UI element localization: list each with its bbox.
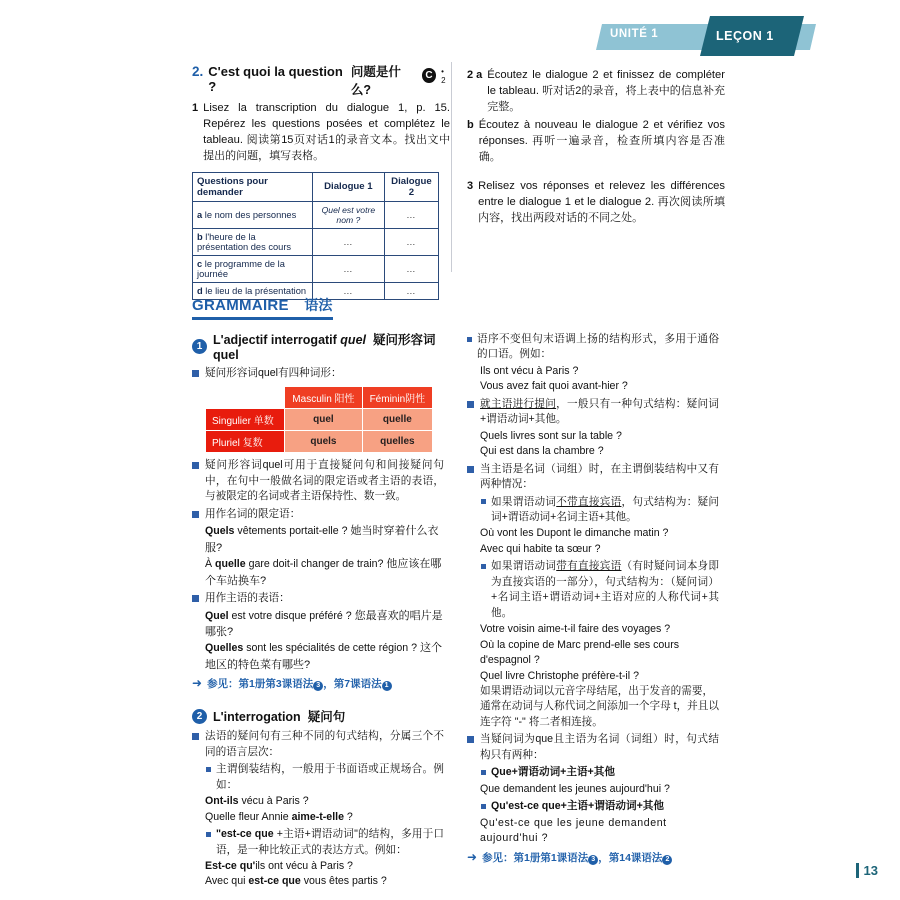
quel-singulier-feminin: quelle xyxy=(363,409,432,430)
quel-table-row-singulier xyxy=(206,409,432,430)
quel-pluriel-masculin: quels xyxy=(285,431,362,452)
exercise-2-title-cn: 问题是什么? xyxy=(350,65,401,97)
row-d-dialogue2: … xyxy=(384,282,438,299)
sub5-pre: 如果谓语动词 xyxy=(491,560,557,573)
small-square-bullet-icon xyxy=(206,832,211,837)
row-b-dialogue1: … xyxy=(312,228,384,255)
section-2-sub-2 xyxy=(206,827,444,858)
item-1-text-cn: 阅读第15页对话1的录音文本。找出文中提出的问题，填写表格。 xyxy=(203,133,451,162)
section-1-example-1 xyxy=(205,523,444,556)
section-2-bullet-3-text: 当主语是名词（词组）时，在主谓倒装结构中又有两种情况： xyxy=(480,462,719,491)
sub2-ex1-rest: ils ont vécu à Paris ? xyxy=(255,859,353,872)
example-1-rest: vêtements portait-elle ? xyxy=(234,525,348,538)
section-2-sub-3-example-1: Ils ont vécu à Paris ? xyxy=(480,364,579,377)
exercise-2b xyxy=(467,118,725,166)
quel-row-label-singulier: Singulier 单数 xyxy=(206,409,284,430)
section-2-sub-7 xyxy=(481,799,719,814)
row-a-dialogue1: Quel est votre nom ? xyxy=(312,201,384,228)
square-bullet-icon xyxy=(192,595,199,602)
section-2-bullet-4-text: 当疑问词为que且主语为名词（词组）时，句式结构只有两种： xyxy=(480,733,719,761)
section-2-sub-1-example-2 xyxy=(205,810,444,825)
exercise-2-heading xyxy=(192,62,450,98)
section-1-intro-text: 疑问形容词quel有四种词形： xyxy=(205,367,342,379)
section-2-bullet-4 xyxy=(467,732,719,763)
grammar-section-2-heading xyxy=(192,707,444,725)
quel-singulier-masculin: quel xyxy=(285,409,362,430)
arrow-right-icon: ➜ xyxy=(192,676,203,691)
item-3-label: 3 xyxy=(467,180,474,193)
audio-icon[interactable]: C xyxy=(422,68,436,83)
see-also-1-pre: 参见：第1册第3课语法 xyxy=(207,678,314,691)
square-bullet-icon xyxy=(192,733,199,740)
section-2-bullet-3 xyxy=(467,462,719,493)
section-1-see-also[interactable] xyxy=(192,676,444,691)
th-dialogue-1: Dialogue 1 xyxy=(312,172,384,201)
section-2-sub-5-text xyxy=(491,559,719,621)
section-2-sub-6-example: Que demandent les jeunes aujourd'hui ? xyxy=(480,782,670,795)
small-square-bullet-icon xyxy=(481,564,486,569)
section-2-sub-4-example-1: Où vont les Dupont le dimanche matin ? xyxy=(480,527,669,540)
section-2-sub-5 xyxy=(481,559,719,621)
example-2-pre: À xyxy=(205,558,216,571)
item-1-text-fr: Lisez la transcription du dialogue 1, p. 15. Repérez les questions posées et complétez le tableau. xyxy=(203,102,450,146)
row-b-letter: b xyxy=(197,231,203,242)
unite-label: UNITÉ 1 xyxy=(610,28,659,40)
table-row xyxy=(193,228,439,255)
sub2-rest: +主语+谓语动词"的结构，多用于口语，是一种比较正式的表达方式。例如： xyxy=(216,828,444,856)
grammaire-title-cn: 语法 xyxy=(304,297,333,313)
row-a-label xyxy=(193,201,313,228)
grammaire-underline xyxy=(192,317,333,320)
section-1-bullet-2-text: 疑问形容词quel可用于直接疑问句和间接疑问句中，在句中一般做名词的限定语或者主语的表语，与被限定的名词或者主语保持性、数一致。 xyxy=(205,459,444,503)
quel-th-feminin: Féminin阴性 xyxy=(363,387,432,408)
square-bullet-icon xyxy=(192,511,199,518)
section-1-example-4 xyxy=(205,640,444,673)
sub1-ex1-rest: vécu à Paris ? xyxy=(238,795,309,808)
section-1-see-also-text xyxy=(207,676,392,691)
section-2-bullet-1-text: 法语的疑问句有三种不同的句式结构，分属三个不同的语言层次： xyxy=(205,730,444,758)
section-1-bullet-3 xyxy=(192,507,444,522)
bullet-2-underlined: 就主语进行提问 xyxy=(480,397,557,410)
page-number-bar xyxy=(856,863,859,878)
quel-forms-table xyxy=(205,386,433,453)
page-number-value: 13 xyxy=(863,863,878,878)
see-also-1-mid: ，第7课语法 xyxy=(323,678,382,691)
table-header-row xyxy=(193,172,439,201)
section-2-bullet-2-example-2: Qui est dans la chambre ? xyxy=(480,445,604,458)
section-1-number: 1 xyxy=(192,339,207,354)
row-c-label xyxy=(193,255,313,282)
section-2-sub-2-example-1 xyxy=(205,859,444,874)
item-3-text-fr: Relisez vos réponses et relevez les différences entre le dialogue 1 et le dialogue 2. xyxy=(478,180,725,209)
example-1-cn: 她当时穿着什么衣服? xyxy=(205,525,439,554)
section-2-sub-4-text xyxy=(491,495,719,526)
sub2-keyword: "est-ce que xyxy=(216,828,274,841)
row-b-text: l'heure de la présentation des cours xyxy=(197,231,292,252)
row-b-dialogue2: … xyxy=(384,228,438,255)
row-d-text: le lieu de la présentation xyxy=(205,285,307,296)
sub1-ex2-pre: Quelle fleur Annie xyxy=(205,810,292,823)
section-2-sub-7-example: Qu'est-ce que les jeune demandent aujourd'hui ? xyxy=(480,816,667,845)
exercise-2-number: 2. xyxy=(192,64,204,79)
table-row xyxy=(193,201,439,228)
section-1-intro-bullet xyxy=(192,366,444,381)
grammar-right-column xyxy=(467,330,719,865)
section-2-bullet-1 xyxy=(192,729,444,760)
exercise-2a xyxy=(467,68,725,116)
section-1-bullet-4-text: 用作主语的表语： xyxy=(205,592,290,605)
item-1-text xyxy=(203,101,450,165)
section-2-title-fr: L'interrogation xyxy=(213,710,301,725)
questions-table xyxy=(192,172,439,300)
example-2-rest: gare doit-il changer de train? xyxy=(245,558,384,571)
small-square-bullet-icon xyxy=(481,499,486,504)
section-2-sub-4 xyxy=(481,495,719,526)
see-also-1-ref2: 1 xyxy=(382,681,392,691)
sub1-ex2-rest: ? xyxy=(343,810,353,823)
section-1-title xyxy=(213,330,444,362)
section-2-sub-3-example-2: Vous avez fait quoi avant-hier ? xyxy=(480,380,628,393)
exercise-2-item-1 xyxy=(192,101,450,165)
square-bullet-icon xyxy=(467,401,474,408)
section-1-example-3 xyxy=(205,608,444,641)
small-square-bullet-icon xyxy=(481,804,486,809)
exercise-2-block xyxy=(192,62,450,300)
see-also-1-ref1: 3 xyxy=(313,681,323,691)
section-2-number: 2 xyxy=(192,709,207,724)
example-4-cn: 这个地区的特色菜有哪些? xyxy=(205,642,442,671)
sub4-pre: 如果谓语动词 xyxy=(491,495,557,508)
example-1-keyword: Quels xyxy=(205,525,235,538)
section-2-bullet-2-text xyxy=(480,397,719,428)
section-1-title-keyword: quel xyxy=(340,333,366,347)
sub6-structure: Que+谓语动词+主语+其他 xyxy=(491,766,615,779)
row-c-dialogue1: … xyxy=(312,255,384,282)
row-c-text: le programme de la journée xyxy=(197,258,285,279)
sub1-ex1-keyword: Ont-ils xyxy=(205,795,239,808)
item-3-text-cn: 再次阅读所填内容，找出两段对话的不同之处。 xyxy=(478,196,726,225)
quel-row-label-pluriel: Pluriel 复数 xyxy=(206,431,284,452)
section-2-bullet-2 xyxy=(467,397,719,428)
section-2-sub-3 xyxy=(467,332,719,363)
section-2-sub-2-example-2 xyxy=(205,874,444,889)
sub2-ex2-keyword: est-ce que xyxy=(248,875,301,888)
row-c-letter: c xyxy=(197,258,203,269)
item-2a-text-fr: Écoutez le dialogue 2 et finissez de compléter le tableau. xyxy=(487,69,725,97)
item-2b-text-fr: Écoutez à nouveau le dialogue 2 et vérifiez vos réponses. xyxy=(478,118,725,147)
see-also-2-ref2: 2 xyxy=(662,855,672,865)
row-a-letter: a xyxy=(197,209,203,220)
quel-th-masculin: Masculin 阳性 xyxy=(285,387,362,408)
section-2-sub-2-text xyxy=(216,827,444,858)
section-2-see-also[interactable] xyxy=(467,850,719,865)
section-2-sub-5-note: 如果谓语动词以元音字母结尾，出于发音的需要，通常在动词与人称代词之间添加一个字母 t，并且以连字符 "-" 将二者相连接。 xyxy=(480,684,719,728)
grammar-left-column xyxy=(192,330,444,890)
exercise-2-title-fr: C'est quoi la question ? xyxy=(208,64,343,94)
example-4-rest: sont les spécialités de cette région ? xyxy=(243,642,418,655)
sub4-underlined: 不带直接宾语 xyxy=(556,495,622,508)
quel-pluriel-feminin: quelles xyxy=(363,431,432,452)
item-2b-label: b xyxy=(467,118,474,131)
th-dialogue-2: Dialogue 2 xyxy=(384,172,438,201)
example-3-keyword: Quel xyxy=(205,609,229,622)
section-2-sub-1 xyxy=(206,762,444,793)
item-1-label: 1 xyxy=(192,102,199,114)
item-2b-text-cn: 再听一遍录音，检查所填内容是否准确。 xyxy=(478,134,725,163)
example-2-keyword: quelle xyxy=(215,558,246,571)
sub5-rest: （有时疑问词本身即为直接宾语的一部分），句式结构为：（疑问词）+名词主语+谓语动词+主语对应的人称代词+其他。 xyxy=(491,560,720,619)
item-2a-text xyxy=(487,68,725,116)
section-2-sub-1-text: 主谓倒装结构，一般用于书面语或正规场合。例如： xyxy=(216,763,444,791)
square-bullet-icon xyxy=(467,736,474,743)
table-row xyxy=(193,255,439,282)
row-d-letter: d xyxy=(197,285,203,296)
row-d-dialogue1: … xyxy=(312,282,384,299)
sub4-rest: ，句式结构为：疑问词+谓语动词+名词主语+其他。 xyxy=(491,495,720,523)
sub2-ex2-pre: Avec qui xyxy=(205,875,249,888)
sub7-structure: Qu'est-ce que+主语+谓语动词+其他 xyxy=(491,800,664,813)
section-2-sub-6-text xyxy=(491,765,615,780)
example-3-rest: est votre disque préféré ? xyxy=(228,609,352,622)
section-1-bullet-2 xyxy=(192,458,444,504)
quel-table-row-pluriel xyxy=(206,431,432,452)
section-2-see-also-text xyxy=(482,850,672,865)
section-2-sub-6 xyxy=(481,765,719,780)
grammaire-title-fr: GRAMMAIRE xyxy=(192,297,289,314)
row-a-text: le nom des personnes xyxy=(204,209,297,220)
see-also-2-mid: ，第14课语法 xyxy=(598,851,663,864)
exercise-3 xyxy=(467,179,725,227)
sub1-ex2-keyword: aime-t-elle xyxy=(291,810,344,823)
item-2b-text xyxy=(479,118,725,166)
row-a-dialogue2: … xyxy=(384,201,438,228)
row-b-label xyxy=(193,228,313,255)
item-2a-text-cn: 听对话2的录音，将上表中的信息补充完整。 xyxy=(487,84,725,113)
arrow-right-icon: ➜ xyxy=(467,849,478,864)
square-bullet-icon xyxy=(192,370,199,377)
square-bullet-icon xyxy=(192,462,199,469)
grammar-section-1-heading xyxy=(192,330,444,362)
item-2a-label: 2 a xyxy=(467,69,483,81)
audio-track-number: • 2 xyxy=(441,67,446,85)
see-also-2-ref1: 3 xyxy=(588,855,598,865)
example-4-keyword: Quelles xyxy=(205,642,244,655)
section-2-sub-5-example-2: Où la copine de Marc prend-elle ses cours d'espagnol ? xyxy=(480,638,680,667)
sub2-ex2-rest: vous êtes partis ? xyxy=(300,875,387,888)
small-square-bullet-icon xyxy=(467,337,472,342)
section-2-title xyxy=(213,707,345,725)
section-1-title-cn: 疑问形容词quel xyxy=(213,333,436,362)
page-header-tabs xyxy=(596,12,896,56)
section-2-sub-5-example-3: Quel livre Christophe préfère-t-il ? xyxy=(480,669,639,682)
section-1-example-2 xyxy=(205,556,444,589)
grammaire-section-header xyxy=(192,295,332,315)
item-3-text xyxy=(478,179,725,227)
sub2-ex1-keyword: Est-ce qu' xyxy=(205,859,256,872)
column-divider xyxy=(451,62,452,272)
small-square-bullet-icon xyxy=(481,770,486,775)
page-number-block xyxy=(856,863,878,878)
section-1-bullet-4 xyxy=(192,591,444,606)
square-bullet-icon xyxy=(467,466,474,473)
section-2-sub-1-example-1 xyxy=(205,794,444,809)
section-2-title-cn: 疑问句 xyxy=(307,710,346,725)
section-2-sub-4-example-2: Avec qui habite ta sœur ? xyxy=(480,542,601,555)
see-also-2-pre: 参见：第1册第1课语法 xyxy=(482,851,589,864)
quel-table-header-row xyxy=(206,387,432,408)
section-1-bullet-3-text: 用作名词的限定语： xyxy=(205,507,301,520)
bullet-2-rest: ，一般只有一种句式结构：疑问词+谓语动词+其他。 xyxy=(480,397,720,426)
th-questions: Questions pour demander xyxy=(193,172,313,201)
section-1-title-fr: L'adjectif interrogatif xyxy=(213,333,341,347)
sub5-underlined: 带有直接宾语 xyxy=(556,560,622,573)
section-2-sub-7-text xyxy=(491,799,664,814)
section-2-sub-3-text: 语序不变但句末语调上扬的结构形式，多用于通俗的口语。例如： xyxy=(477,333,719,361)
section-2-bullet-2-example-1: Quels livres sont sur la table ? xyxy=(480,429,622,442)
quel-table-corner xyxy=(206,387,284,408)
small-square-bullet-icon xyxy=(206,767,211,772)
example-2-cn: 他应该在哪个车站换车? xyxy=(205,558,442,587)
exercise-2-right-block xyxy=(467,68,725,229)
lecon-label: LEÇON 1 xyxy=(716,29,774,43)
row-c-dialogue2: … xyxy=(384,255,438,282)
example-3-cn: 您最喜欢的唱片是哪张? xyxy=(205,609,443,638)
section-2-sub-5-example-1: Votre voisin aime-t-il faire des voyages ? xyxy=(480,623,671,636)
